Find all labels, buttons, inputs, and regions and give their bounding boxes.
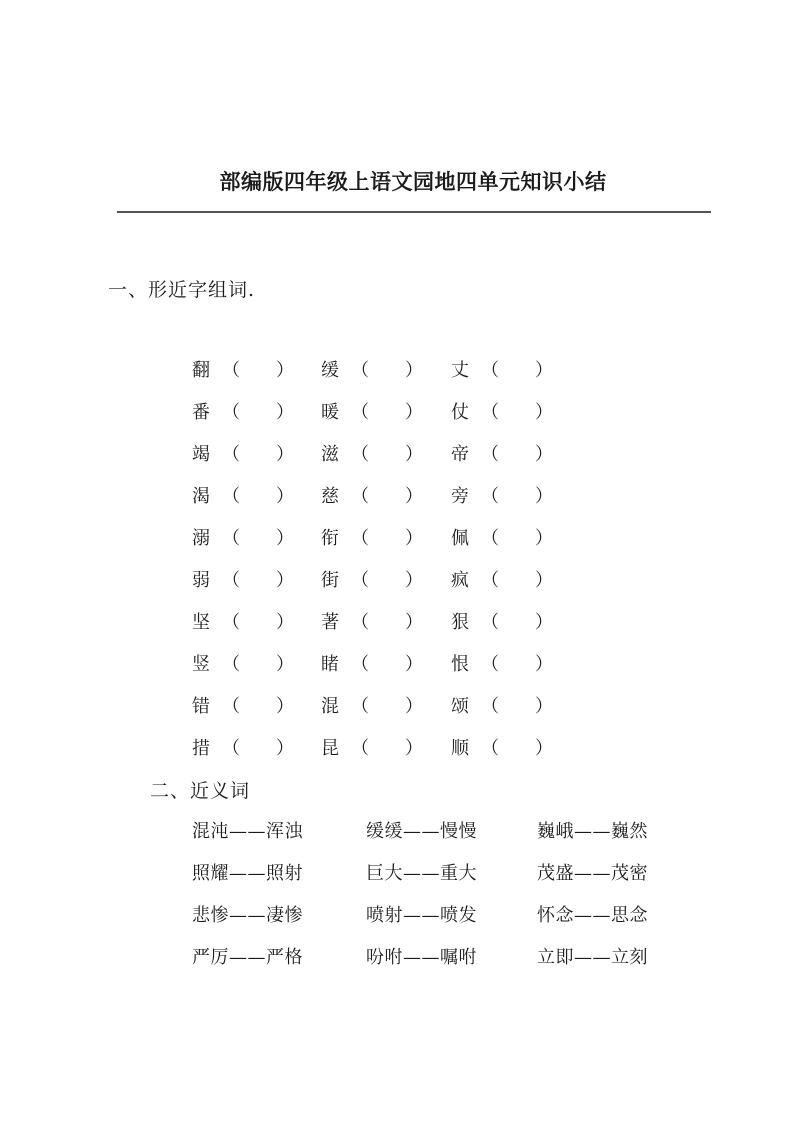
synonym-pair: 严厉——严格 — [192, 947, 303, 968]
title-divider — [117, 211, 711, 213]
paren-open: （ — [222, 570, 240, 591]
paren-close: ） — [535, 570, 553, 591]
paren-open: （ — [222, 486, 240, 507]
paren-close: ） — [405, 570, 423, 591]
paren-close: ） — [276, 738, 294, 759]
char: 著 — [321, 612, 339, 633]
paren-close: ） — [276, 612, 294, 633]
paren-open: （ — [351, 360, 369, 381]
char: 街 — [321, 570, 339, 591]
paren-open: （ — [351, 612, 369, 633]
paren-open: （ — [481, 528, 499, 549]
synonym-pair: 巍峨——巍然 — [537, 821, 648, 842]
synonym-pair: 巨大——重大 — [366, 863, 477, 884]
synonym-pair: 茂盛——茂密 — [537, 863, 648, 884]
paren-open: （ — [222, 444, 240, 465]
paren-close: ） — [405, 486, 423, 507]
char: 衔 — [321, 528, 339, 549]
char: 颂 — [451, 696, 469, 717]
synonym-pair: 悲惨——凄惨 — [192, 905, 303, 926]
paren-open: （ — [481, 360, 499, 381]
paren-close: ） — [535, 360, 553, 381]
char: 溺 — [192, 528, 210, 549]
paren-close: ） — [535, 612, 553, 633]
char: 渴 — [192, 486, 210, 507]
char-row — [192, 398, 612, 440]
paren-close: ） — [535, 444, 553, 465]
section2-heading: 二、近义词 — [150, 780, 251, 802]
synonym-row — [192, 817, 682, 859]
char-row — [192, 524, 612, 566]
paren-open: （ — [351, 738, 369, 759]
char: 昆 — [321, 738, 339, 759]
char: 滋 — [321, 444, 339, 465]
synonym-pair: 混沌——浑浊 — [192, 821, 303, 842]
char: 睹 — [321, 654, 339, 675]
paren-open: （ — [222, 612, 240, 633]
char: 慈 — [321, 486, 339, 507]
char: 番 — [192, 402, 210, 423]
char-row — [192, 566, 612, 608]
paren-close: ） — [405, 612, 423, 633]
paren-close: ） — [405, 738, 423, 759]
paren-open: （ — [481, 738, 499, 759]
page-title: 部编版四年级上语文园地四单元知识小结 — [219, 169, 607, 194]
paren-close: ） — [535, 528, 553, 549]
paren-close: ） — [276, 654, 294, 675]
char-row — [192, 734, 612, 776]
paren-open: （ — [351, 444, 369, 465]
char-row — [192, 440, 612, 482]
char: 竖 — [192, 654, 210, 675]
char: 措 — [192, 738, 210, 759]
char: 恨 — [451, 654, 469, 675]
char-row — [192, 482, 612, 524]
paren-open: （ — [481, 696, 499, 717]
paren-open: （ — [351, 654, 369, 675]
char: 顺 — [451, 738, 469, 759]
section1-heading: 一、形近字组词. — [108, 279, 256, 301]
char: 错 — [192, 696, 210, 717]
paren-close: ） — [405, 528, 423, 549]
paren-open: （ — [222, 402, 240, 423]
char: 疯 — [451, 570, 469, 591]
paren-close: ） — [276, 528, 294, 549]
char-row — [192, 650, 612, 692]
synonyms-grid — [192, 817, 682, 985]
synonym-pair: 缓缓——慢慢 — [366, 821, 477, 842]
paren-open: （ — [351, 402, 369, 423]
char: 暖 — [321, 402, 339, 423]
paren-open: （ — [481, 402, 499, 423]
char: 翻 — [192, 360, 210, 381]
paren-close: ） — [276, 402, 294, 423]
char: 丈 — [451, 360, 469, 381]
char-row — [192, 608, 612, 650]
paren-close: ） — [276, 696, 294, 717]
paren-open: （ — [222, 654, 240, 675]
paren-open: （ — [481, 444, 499, 465]
synonym-row — [192, 943, 682, 985]
paren-close: ） — [276, 486, 294, 507]
synonym-pair: 照耀——照射 — [192, 863, 303, 884]
paren-open: （ — [222, 360, 240, 381]
char-row — [192, 356, 612, 398]
paren-open: （ — [222, 528, 240, 549]
paren-close: ） — [535, 696, 553, 717]
char: 帝 — [451, 444, 469, 465]
paren-close: ） — [276, 444, 294, 465]
paren-open: （ — [222, 738, 240, 759]
paren-close: ） — [276, 570, 294, 591]
paren-open: （ — [222, 696, 240, 717]
paren-open: （ — [481, 612, 499, 633]
synonym-pair: 吩咐——嘱咐 — [366, 947, 477, 968]
paren-open: （ — [481, 570, 499, 591]
synonym-pair: 怀念——思念 — [537, 905, 648, 926]
paren-open: （ — [351, 696, 369, 717]
char: 缓 — [321, 360, 339, 381]
paren-close: ） — [535, 402, 553, 423]
paren-close: ） — [405, 696, 423, 717]
char: 旁 — [451, 486, 469, 507]
paren-close: ） — [276, 360, 294, 381]
paren-close: ） — [405, 444, 423, 465]
char: 佩 — [451, 528, 469, 549]
paren-close: ） — [405, 654, 423, 675]
paren-open: （ — [351, 528, 369, 549]
char-row — [192, 692, 612, 734]
synonym-pair: 喷射——喷发 — [366, 905, 477, 926]
paren-open: （ — [481, 486, 499, 507]
paren-close: ） — [535, 486, 553, 507]
char: 仗 — [451, 402, 469, 423]
char: 坚 — [192, 612, 210, 633]
char: 狠 — [451, 612, 469, 633]
synonym-row — [192, 901, 682, 943]
char: 混 — [321, 696, 339, 717]
char: 弱 — [192, 570, 210, 591]
synonym-pair: 立即——立刻 — [537, 947, 648, 968]
paren-close: ） — [405, 402, 423, 423]
paren-open: （ — [481, 654, 499, 675]
paren-close: ） — [535, 738, 553, 759]
char: 竭 — [192, 444, 210, 465]
paren-close: ） — [535, 654, 553, 675]
synonym-row — [192, 859, 682, 901]
paren-open: （ — [351, 486, 369, 507]
similar-characters-grid — [192, 356, 612, 776]
paren-open: （ — [351, 570, 369, 591]
paren-close: ） — [405, 360, 423, 381]
